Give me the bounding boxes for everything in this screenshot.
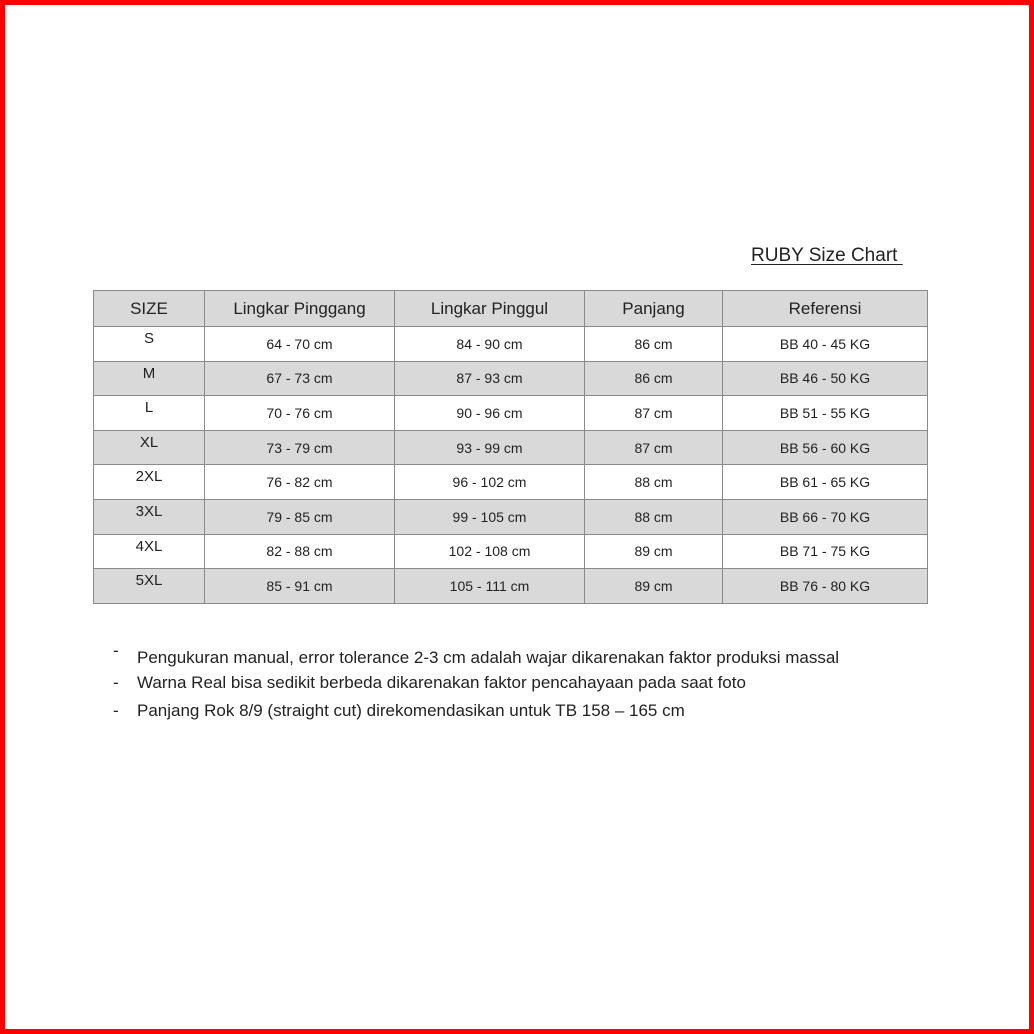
header-lingkar-pinggang: Lingkar Pinggang [205, 291, 395, 327]
bullet-dash: - [113, 641, 119, 660]
note-text: Panjang Rok 8/9 (straight cut) direkomendasikan untuk TB 158 – 165 cm [137, 701, 685, 720]
table-header-row [94, 291, 928, 327]
length-cell: 86 cm [585, 361, 723, 396]
note-text: Pengukuran manual, error tolerance 2-3 cm adalah wajar dikarenakan faktor produksi massal [137, 648, 840, 667]
size-cell: 2XL [94, 465, 205, 500]
size-cell: 4XL [94, 534, 205, 569]
reference-cell: BB 66 - 70 KG [723, 499, 928, 534]
notes-list [113, 641, 840, 721]
header-lingkar-pinggul: Lingkar Pinggul [395, 291, 585, 327]
bullet-dash: - [113, 673, 119, 692]
waist-cell: 67 - 73 cm [205, 361, 395, 396]
reference-cell: BB 40 - 45 KG [723, 327, 928, 362]
note-item [113, 701, 839, 721]
hip-cell: 90 - 96 cm [395, 396, 585, 431]
size-cell: L [94, 396, 205, 431]
waist-cell: 64 - 70 cm [205, 327, 395, 362]
waist-cell: 79 - 85 cm [205, 499, 395, 534]
table-row [94, 534, 928, 569]
waist-cell: 73 - 79 cm [205, 430, 395, 465]
table-row [94, 327, 928, 362]
length-cell: 89 cm [585, 569, 723, 604]
hip-cell: 93 - 99 cm [395, 430, 585, 465]
table-row [94, 361, 928, 396]
length-cell: 87 cm [585, 430, 723, 465]
chart-title: RUBY Size Chart [751, 245, 903, 266]
reference-cell: BB 61 - 65 KG [723, 465, 928, 500]
hip-cell: 96 - 102 cm [395, 465, 585, 500]
header-referensi: Referensi [723, 291, 928, 327]
hip-cell: 99 - 105 cm [395, 499, 585, 534]
size-cell: M [94, 361, 205, 396]
size-cell: 5XL [94, 569, 205, 604]
waist-cell: 76 - 82 cm [205, 465, 395, 500]
length-cell: 86 cm [585, 327, 723, 362]
size-cell: 3XL [94, 499, 205, 534]
hip-cell: 102 - 108 cm [395, 534, 585, 569]
length-cell: 87 cm [585, 396, 723, 431]
reference-cell: BB 71 - 75 KG [723, 534, 928, 569]
length-cell: 89 cm [585, 534, 723, 569]
waist-cell: 85 - 91 cm [205, 569, 395, 604]
length-cell: 88 cm [585, 499, 723, 534]
note-item [113, 641, 840, 673]
header-size: SIZE [94, 291, 205, 327]
reference-cell: BB 46 - 50 KG [723, 361, 928, 396]
reference-cell: BB 51 - 55 KG [723, 396, 928, 431]
waist-cell: 70 - 76 cm [205, 396, 395, 431]
size-chart-table [93, 290, 928, 604]
table-row [94, 499, 928, 534]
table-row [94, 396, 928, 431]
hip-cell: 105 - 111 cm [395, 569, 585, 604]
hip-cell: 87 - 93 cm [395, 361, 585, 396]
size-cell: S [94, 327, 205, 362]
waist-cell: 82 - 88 cm [205, 534, 395, 569]
note-text: Warna Real bisa sedikit berbeda dikarenakan faktor pencahayaan pada saat foto [137, 673, 746, 692]
table-row [94, 430, 928, 465]
size-cell: XL [94, 430, 205, 465]
reference-cell: BB 56 - 60 KG [723, 430, 928, 465]
table-row [94, 569, 928, 604]
hip-cell: 84 - 90 cm [395, 327, 585, 362]
bullet-dash: - [113, 701, 119, 720]
table-row [94, 465, 928, 500]
header-panjang: Panjang [585, 291, 723, 327]
reference-cell: BB 76 - 80 KG [723, 569, 928, 604]
note-item [113, 673, 839, 698]
length-cell: 88 cm [585, 465, 723, 500]
